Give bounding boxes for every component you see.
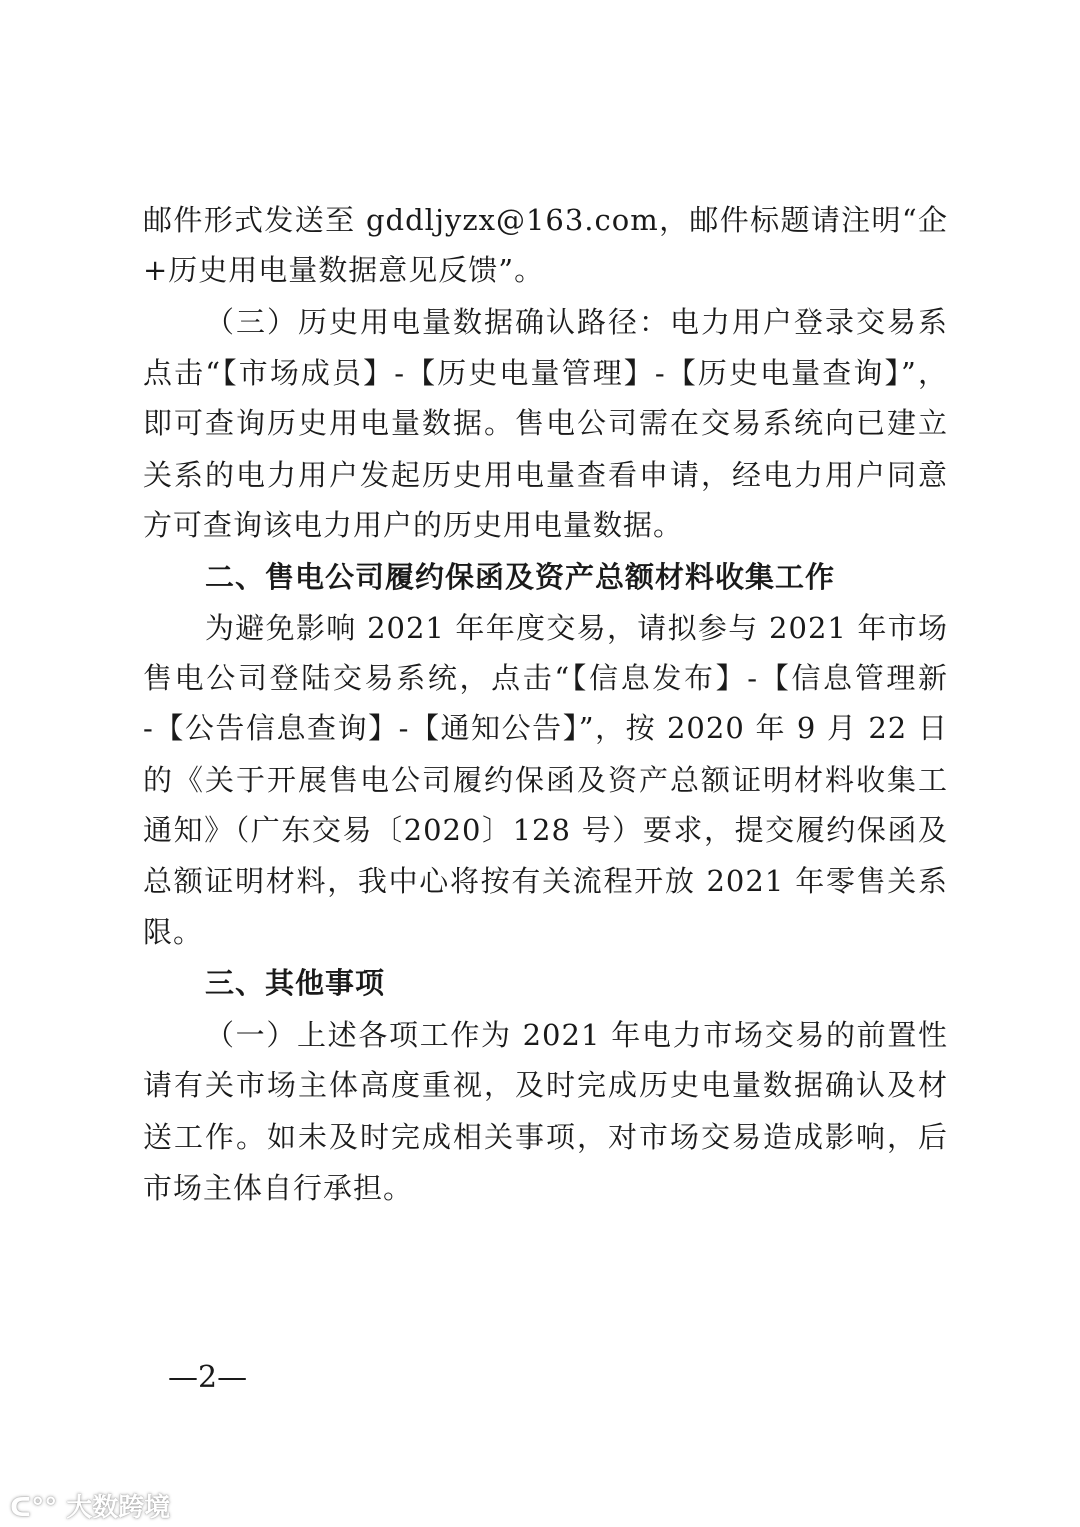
paragraph-line: 方可查询该电力用户的历史用电量数据。 [143, 508, 684, 542]
paragraph-line: 关系的电力用户发起历史用电量查看申请，经电力用户同意 [143, 458, 948, 492]
watermark-logo [10, 1487, 170, 1524]
page-number: —2— [168, 1360, 248, 1395]
paragraph-line: -【公告信息查询】-【通知公告】”，按 2020 年 9 月 22 日 [143, 711, 948, 745]
paragraph-line: +历史用电量数据意见反馈”。 [143, 253, 545, 287]
paragraph-line: 限。 [143, 915, 204, 949]
paragraph-line: 请有关市场主体高度重视，及时完成历史电量数据确认及材 [143, 1068, 948, 1102]
paragraph-line: 售电公司登陆交易系统，点击“【信息发布】-【信息管理新 [143, 661, 948, 695]
paragraph-line: 通知》（广东交易〔2020〕128 号）要求，提交履约保函及 [143, 813, 948, 847]
paragraph-line: 市场主体自行承担。 [143, 1171, 414, 1205]
paragraph-line: （三）历史用电量数据确认路径：电力用户登录交易系 [205, 305, 948, 339]
paragraph-line: 送工作。如未及时完成相关事项，对市场交易造成影响，后 [143, 1120, 948, 1154]
paragraph-line: 即可查询历史用电量数据。售电公司需在交易系统向已建立 [143, 406, 948, 440]
paragraph-line: 点击“【市场成员】-【历史电量管理】-【历史电量查询】”， [143, 356, 948, 390]
paragraph-line: 总额证明材料，我中心将按有关流程开放 2021 年零售关系 [143, 864, 948, 898]
section-heading: 三、其他事项 [205, 966, 386, 1000]
paragraph-line: 的《关于开展售电公司履约保函及资产总额证明材料收集工 [143, 763, 948, 797]
watermark-text: 大数跨境 [66, 1493, 171, 1523]
section-heading: 二、售电公司履约保函及资产总额材料收集工作 [205, 560, 836, 594]
paragraph-line: （一）上述各项工作为 2021 年电力市场交易的前置性 [205, 1018, 948, 1052]
watermark-icon: ᑕ°° [10, 1493, 67, 1523]
paragraph-line: 为避免影响 2021 年年度交易，请拟参与 2021 年市场 [205, 611, 948, 645]
paragraph-line: 邮件形式发送至 gddljyzx@163.com，邮件标题请注明“企 [143, 203, 948, 237]
